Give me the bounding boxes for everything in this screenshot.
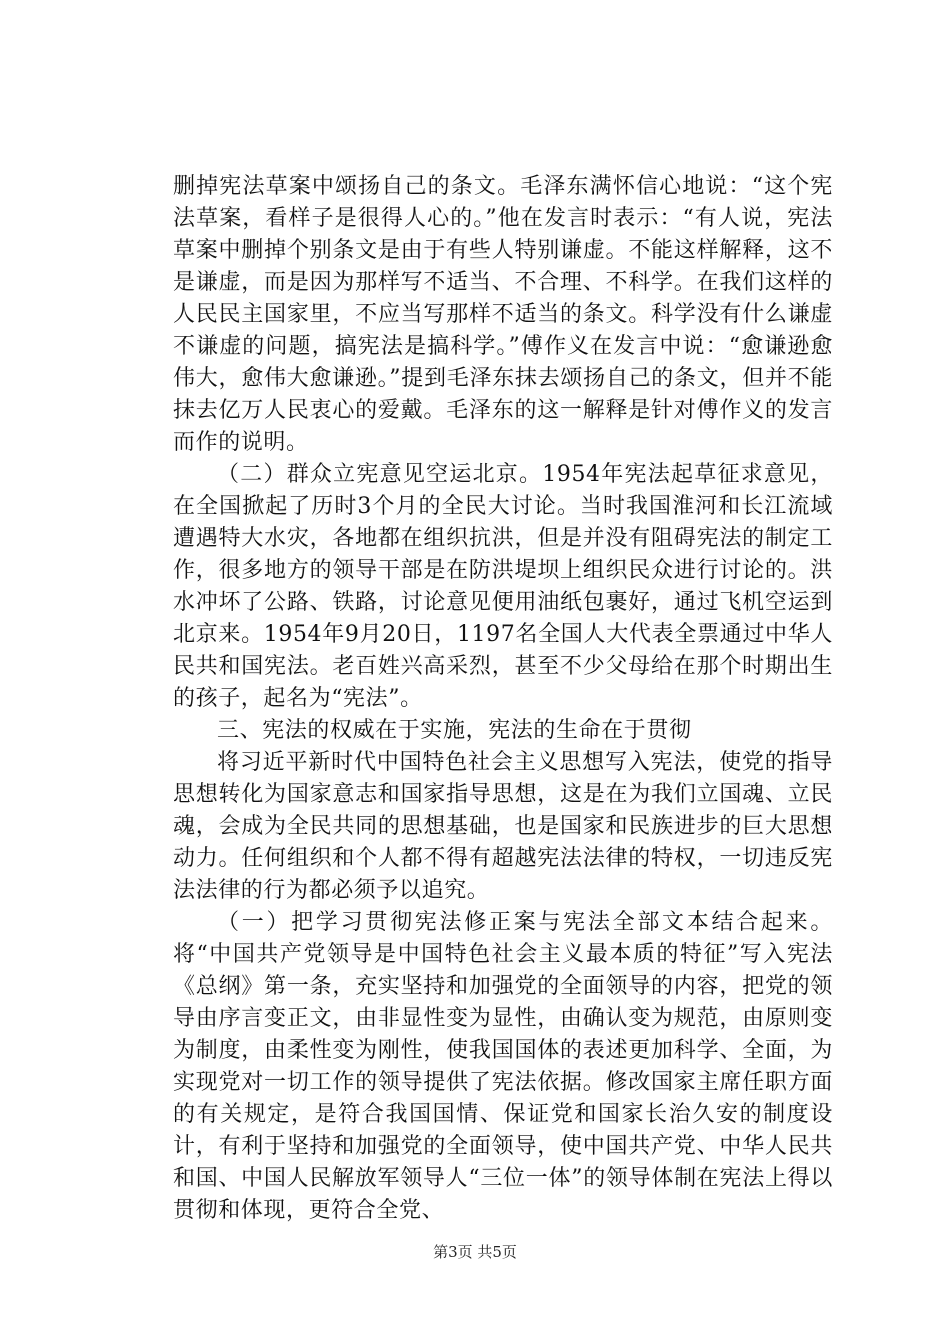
paragraph-section-three-intro: 将习近平新时代中国特色社会主义思想写入宪法，使党的指导思想转化为国家意志和国家指导思想，这是在为我们立国魂、立民魂，会成为全民共同的思想基础，也是国家和民族进步的巨大思想动力。任何组织和个人都不得有超越宪法法律的特权，一切违反宪法法律的行为都必须予以追究。 (173, 750, 833, 903)
paragraph-section-two: （二）群众立宪意见空运北京。1954年宪法起草征求意见，在全国掀起了历时3个月的全民大讨论。当时我国淮河和长江流域遭遇特大水灾，各地都在组织抗洪，但是并没有阻碍宪法的制定工作，很多地方的领导干部是在防洪堤坝上组织民众进行讨论的。洪水冲坏了公路、铁路，讨论意见便用油纸包裹好，通过飞机空运到北京来。1954年9月20日，1197名全国人大代表全票通过中华人民共和国宪法。老百姓兴高采烈，甚至不少父母给在那个时期出生的孩子，起名为“宪法”。 (173, 462, 833, 711)
paragraph-section-three-one: （一）把学习贯彻宪法修正案与宪法全部文本结合起来。将“中国共产党领导是中国特色社会主义最本质的特征”写入宪法《总纲》第一条，充实坚持和加强党的全面领导的内容，把党的领导由序言变正文，由非显性变为显性，由确认变为规范，由原则变为制度，由柔性变为刚性，使我国国体的表述更加科学、全面，为实现党对一切工作的领导提供了宪法依据。修改国家主席任职方面的有关规定，是符合我国国情、保证党和国家长治久安的制度设计，有利于坚持和加强党的全面领导，使中国共产党、中华人民共和国、中国人民解放军领导人“三位一体”的领导体制在宪法上得以贯彻和体现，更符合全党、 (173, 910, 833, 1223)
section-heading-three: 三、宪法的权威在于实施，宪法的生命在于贯彻 (217, 718, 692, 743)
page-number-footer: 第3页 共5页 (433, 1243, 517, 1261)
paragraph-continuation: 删掉宪法草案中颂扬自己的条文。毛泽东满怀信心地说：“这个宪法草案，看样子是很得人心的。”他在发言时表示：“有人说，宪法草案中删掉个别条文是由于有些人特别谦虚。不能这样解释，这不是谦虚，而是因为那样写不适当、不合理、不科学。在我们这样的人民民主国家里，不应当写那样不适当的条文。科学没有什么谦虚不谦虚的问题，搞宪法是搞科学。”傅作义在发言中说：“愈谦逊愈伟大，愈伟大愈谦逊。”提到毛泽东抹去颂扬自己的条文，但并不能抹去亿万人民衷心的爱戴。毛泽东的这一解释是针对傅作义的发言而作的说明。 (173, 174, 833, 455)
body-text (173, 171, 833, 1227)
